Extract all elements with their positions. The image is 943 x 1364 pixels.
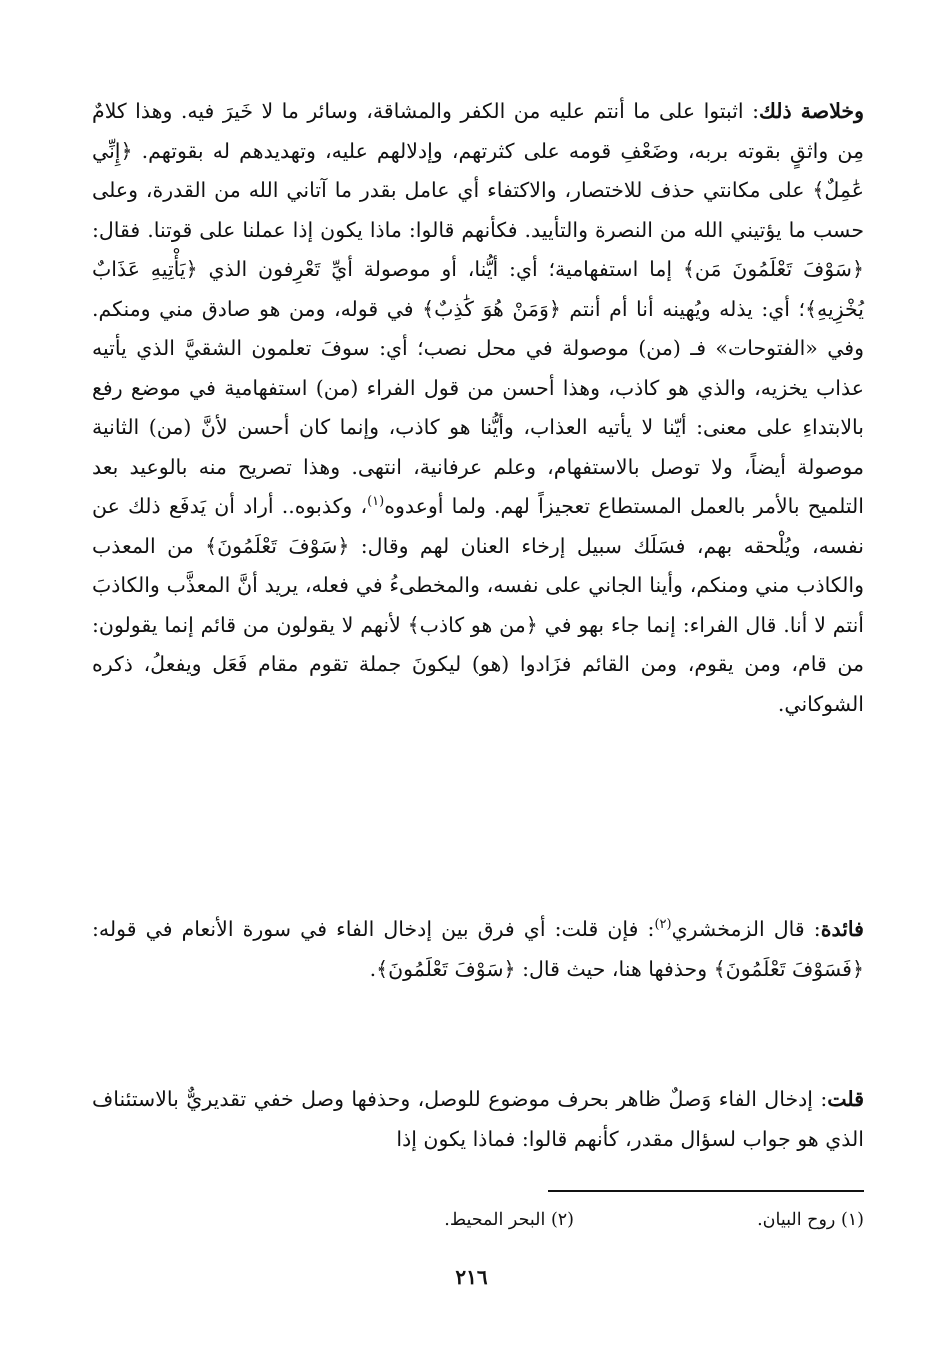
footnote-reference: (٢) [654, 917, 672, 933]
benefit-paragraph [92, 910, 864, 989]
paragraph-text [92, 910, 864, 989]
footnote-number: (١) [840, 1210, 864, 1230]
paragraph-lead: وخلاصة ذلك [759, 99, 864, 123]
footnote-reference: (١) [367, 494, 385, 510]
paragraph-text [92, 92, 864, 724]
footnote-number: (٢) [550, 1210, 574, 1230]
paragraph-lead: قلت [827, 1087, 864, 1111]
paragraph-text [92, 1080, 864, 1159]
footnote-text: روح البيان. [757, 1210, 836, 1230]
paragraph-body-continued: ، وكذبوه.. أراد أن يَدفَع ذلك عن نفسه، ويُلْحقه بهم، فسَلَك سبيل إرخاء العنان لهم وقال: ﴿سَوْفَ تَعْلَمُونَ﴾ من المعذب والكاذب مني ومنكم، وأينا الجاني على نفسه، والمخطىءُ في فعله، يريد أنَّ المعذَّب والكاذبَ أنتم لا أنا. قال الفراء: إنما جاء بهو في ﴿من هو كاذب﴾ لأنهم لا يقولون من قائم إنما يقولون: من قام، ومن يقوم، ومن القائم فزَادوا (هو) ليكونَ جملة تقوم مقام فَعَل ويفعلُ، ذكره الشوكاني. [92, 494, 864, 716]
footnote-item [757, 1205, 864, 1235]
page-number: ٢١٦ [455, 1265, 488, 1289]
main-paragraph [92, 92, 864, 724]
paragraph-body-continued: : فإن قلت: أي فرق بين إدخال الفاء في سورة الأنعام في قوله: ﴿فَسَوْفَ تَعْلَمُونَ﴾ وحذفها هنا، حيث قال: ﴿سَوْفَ تَعْلَمُونَ﴾. [92, 917, 864, 981]
footnote-text: البحر المحيط. [444, 1210, 546, 1230]
paragraph-body: : قال الزمخشري [671, 917, 821, 941]
footnote-divider [548, 1190, 864, 1192]
paragraph-lead: فائدة [820, 917, 864, 941]
answer-paragraph [92, 1080, 864, 1159]
footnote-item [444, 1205, 574, 1235]
paragraph-body: : إدخال الفاء وَصلٌ ظاهر بحرف موضوع للوصل، وحذفها وصل خفي تقديريٌّ بالاستئناف الذي هو جواب لسؤال مقدر، كأنهم قالوا: فماذا يكون إذا [92, 1087, 864, 1151]
paragraph-body: : اثبتوا على ما أنتم عليه من الكفر والمشاقة، وسائر ما لا خَيرَ فيه. وهذا كلامٌ مِن واثقٍ بقوته بربه، وضَعْفِ قومه على كثرتهم، وإدلالهم عليه، وتهديدهم له بقوتهم. ﴿إِنِّي عَٰمِلٌ﴾ على مكانتي حذف للاختصار، والاكتفاء أي عامل بقدر ما آتاني الله من القدرة، وعلى حسب ما يؤتيني الله من النصرة والتأييد. فكأنهم قالوا: ماذا يكون إذا عملنا على قوتنا. فقال: ﴿سَوْفَ تَعْلَمُونَ مَن﴾ إما استفهامية؛ أي: أيُّنا، أو موصولة أيِّ تَعْرِفون الذي ﴿يَأْتِيهِ عَذَابٌ يُخْزِيهِ﴾؛ أي: يذله ويُهينه أنا أم أنتم ﴿وَمَنْ هُوَ كَٰذِبٌ﴾ في قوله، ومن هو صادق مني ومنكم. وفي «الفتوحات» فـ (من) موصولة في محل نصب؛ أي: سوفَ تعلمون الشقيَّ الذي يأتيه عذاب يخزيه، والذي هو كاذب، وهذا أحسن من قول الفراء (من) استفهامية في موضع رفع بالابتداءِ على معنى: أيّنا لا يأتيه العذاب، وأيُّنا هو كاذب، وإنما كان أحسن لأنَّ (من) الثانية موصولة أيضاً، ولا توصل بالاستفهام، وعلم عرفانية، انتهى. وهذا تصريح منه بالوعيد بعد التلميح بالأمر بالعمل المستطاع تعجيزاً لهم. ولما أوعدوه [92, 99, 864, 518]
